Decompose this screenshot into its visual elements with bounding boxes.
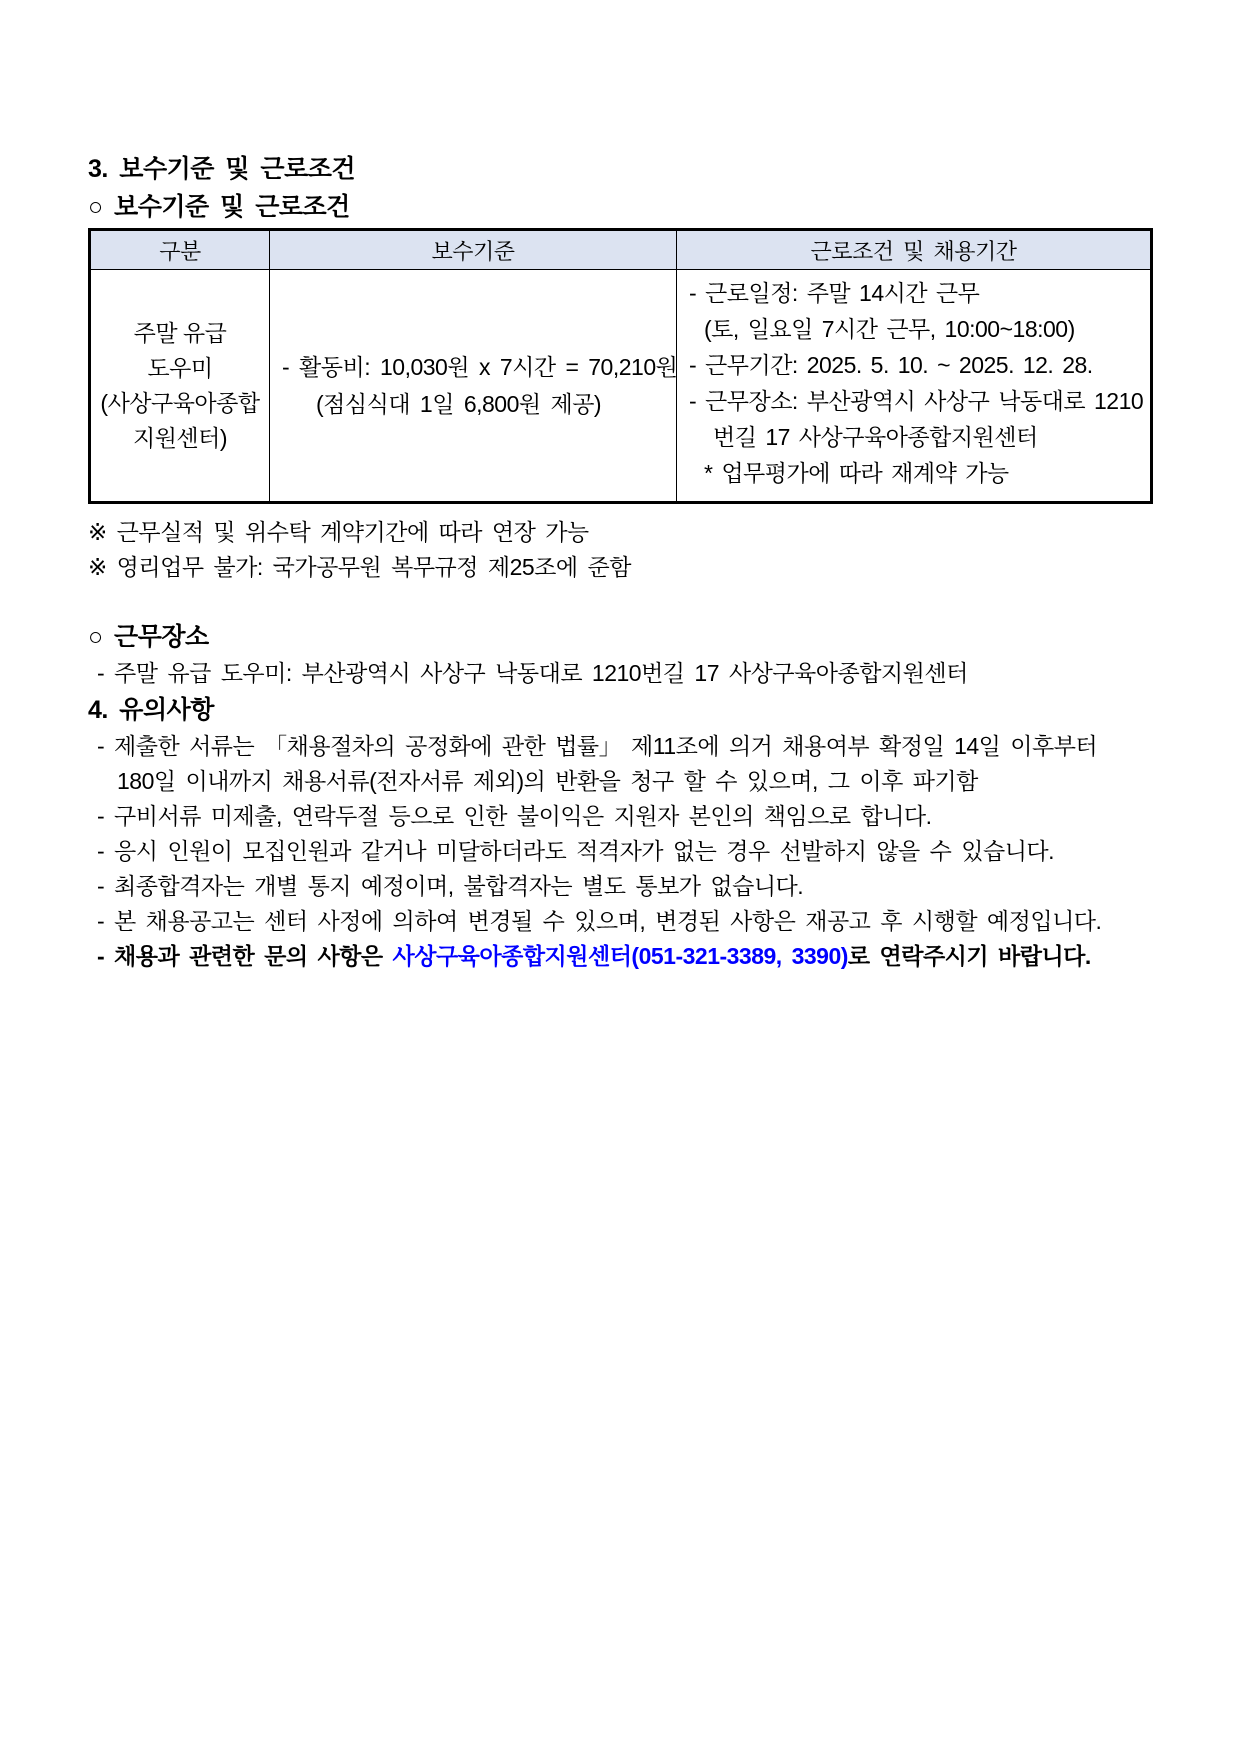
table-header-row: [90, 230, 1152, 270]
contact-suffix: 로 연락주시기 바랍니다.: [847, 943, 1091, 969]
category-line: (사상구육아종합: [100, 389, 260, 416]
col-header-work-conditions: 근로조건 및 채용기간: [677, 230, 1152, 270]
cell-work-conditions: [677, 270, 1152, 503]
cell-pay-standard: [270, 270, 677, 503]
notice-line: - 응시 인원이 모집인원과 같거나 미달하더라도 적격자가 없는 경우 선발하지 않을 수 있습니다.: [97, 838, 1055, 864]
notice-line: - 본 채용공고는 센터 사정에 의하여 변경될 수 있으며, 변경된 사항은 재공고 후 시행할 예정입니다.: [97, 908, 1102, 934]
condition-line: * 업무평가에 따라 재계약 가능: [704, 460, 1009, 486]
table-notes: [88, 515, 1152, 585]
section-3-subheading: ○ 보수기준 및 근로조건: [88, 193, 350, 221]
condition-line: (토, 일요일 7시간 근무, 10:00~18:00): [704, 316, 1075, 342]
note-line: ※ 근무실적 및 위수탁 계약기간에 따라 연장 가능: [88, 519, 589, 545]
category-line: 도우미: [147, 354, 213, 381]
notice-line-continuation: 180일 이내까지 채용서류(전자서류 제외)의 반환을 청구 할 수 있으며, 그 이후 파기함: [117, 768, 978, 794]
table-row: [90, 270, 1152, 503]
contact-line: [88, 939, 1152, 974]
contact-prefix: - 채용과 관련한 문의 사항은: [97, 943, 393, 969]
category-line: 주말 유급: [133, 319, 227, 346]
pay-line: (점심식대 1일 6,800원 제공): [316, 390, 602, 417]
pay-conditions-table: [88, 228, 1153, 504]
workplace-line: - 주말 유급 도우미: 부산광역시 사상구 낙동대로 1210번길 17 사상구육아종합지원센터: [97, 660, 968, 686]
condition-line: 번길 17 사상구육아종합지원센터: [713, 424, 1038, 450]
condition-line: - 근무장소: 부산광역시 사상구 낙동대로 1210: [689, 388, 1144, 414]
notice-line: - 제출한 서류는 「채용절차의 공정화에 관한 법률」 제11조에 의거 채용여부 확정일 14일 이후부터: [97, 733, 1098, 759]
section-4-heading: 4. 유의사항: [88, 696, 214, 724]
condition-line: - 근무기간: 2025. 5. 10. ~ 2025. 12. 28.: [689, 352, 1093, 378]
cell-category: [90, 270, 270, 503]
contact-center-phone: 사상구육아종합지원센터(051-321-3389, 3390): [392, 943, 848, 969]
condition-line: - 근로일정: 주말 14시간 근무: [689, 280, 980, 306]
workplace-heading: ○ 근무장소: [88, 623, 209, 651]
col-header-pay-standard: 보수기준: [270, 230, 677, 270]
notice-line: - 최종합격자는 개별 통지 예정이며, 불합격자는 별도 통보가 없습니다.: [97, 873, 804, 899]
pay-line: - 활동비: 10,030원 x 7시간 = 70,210원: [282, 353, 678, 380]
note-line: ※ 영리업무 불가: 국가공무원 복무규정 제25조에 준함: [88, 554, 631, 580]
category-line: 지원센터): [132, 424, 228, 451]
section-3-heading: 3. 보수기준 및 근로조건: [88, 155, 356, 183]
notice-line: - 구비서류 미제출, 연락두절 등으로 인한 불이익은 지원자 본인의 책임으로 합니다.: [97, 803, 932, 829]
col-header-category: 구분: [90, 230, 270, 270]
